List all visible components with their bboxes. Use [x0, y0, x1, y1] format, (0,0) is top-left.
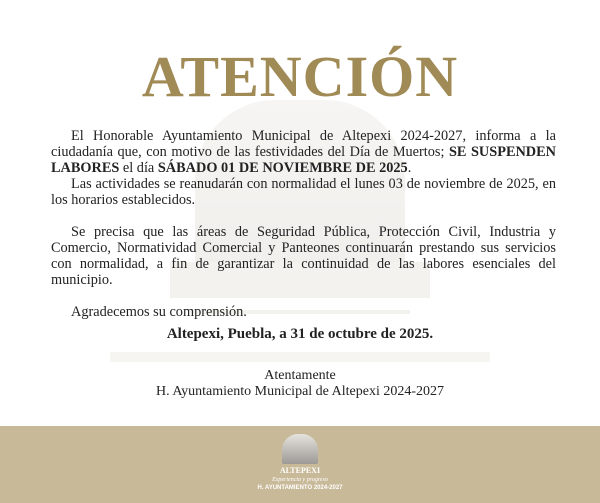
closing: Atentamente — [264, 368, 336, 383]
closing-block — [0, 368, 600, 400]
text: el día — [119, 160, 158, 176]
logo-sub: H. AYUNTAMIENTO 2024-2027 — [257, 485, 343, 491]
emphasis-date: SÁBADO 01 DE NOVIEMBRE DE 2025 — [157, 160, 408, 176]
paragraph-1 — [51, 128, 556, 176]
footer-logo — [250, 430, 350, 492]
notice-body — [51, 128, 556, 320]
paragraph-2: Las actividades se reanudarán con normalidad el lunes 03 de noviembre de 2025, en los horarios establecidos. — [51, 176, 556, 208]
signature: H. Ayuntamiento Municipal de Altepexi 2024-2027 — [155, 384, 444, 399]
text: El Honorable Ayuntamiento Municipal de Altepexi 2024-2027, informa a la ciudadanía que, con motivo de las festividades del Día de Muertos; — [51, 128, 556, 160]
watermark-sub-mark — [110, 352, 490, 362]
page-title: ATENCIÓN — [141, 44, 459, 109]
logo-name: ALTEPEXI — [279, 466, 321, 475]
text: . — [407, 160, 412, 176]
building-logo-icon — [282, 434, 318, 464]
footer-band — [0, 426, 600, 503]
paragraph-3: Se precisa que las áreas de Seguridad Pública, Protección Civil, Industria y Comercio, Normatividad Comercial y Panteones continuarán prestando sus servicios con normalidad, a fin de garantizar la continuidad de las labores esenciales del municipio. — [51, 224, 556, 288]
place-date: Altepexi, Puebla, a 31 de octubre de 2025. — [166, 326, 434, 342]
emphasis: SE SUSPENDEN LABORES — [51, 144, 556, 176]
paragraph-4: Agradecemos su comprensión. — [71, 304, 247, 320]
logo-slogan: Experiencia y progreso — [272, 477, 328, 483]
